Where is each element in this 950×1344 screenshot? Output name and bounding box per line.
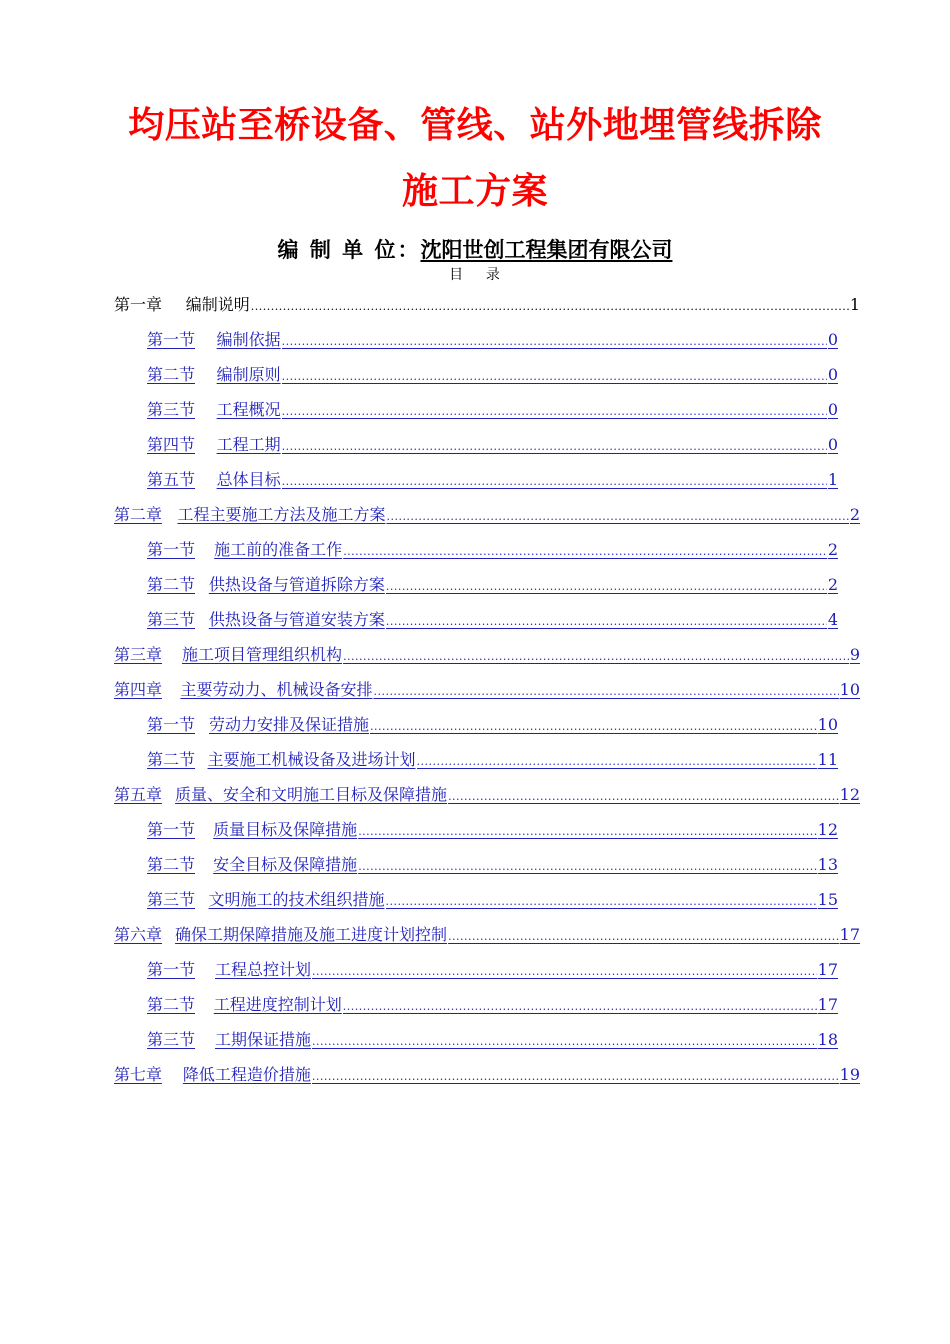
toc-entry-leader: [386, 575, 827, 599]
toc-entry-page: 17: [839, 925, 860, 944]
toc-chapter-entry: [114, 293, 860, 317]
toc-entry-number: 第五章: [114, 785, 163, 804]
toc-entry-page: 11: [817, 750, 838, 769]
toc-entry-number: 第一节: [147, 715, 196, 734]
toc-entry-page: 2: [827, 575, 838, 594]
toc-entry-leader: [417, 750, 817, 774]
toc-entry-page: 13: [817, 855, 838, 874]
toc-section-entry[interactable]: [147, 818, 838, 842]
toc-entry-number: 第二节: [147, 750, 196, 769]
toc-entry-leader: [282, 470, 827, 494]
toc-entry-leader: [343, 645, 849, 669]
toc-section-entry[interactable]: [147, 468, 838, 492]
toc-entry-title: 供热设备与管道安装方案: [208, 610, 385, 629]
toc-entry-title: 降低工程造价措施: [182, 1065, 311, 1084]
toc-chapter-entry[interactable]: [114, 503, 860, 527]
toc-entry-number: 第七章: [114, 1065, 163, 1084]
toc-entry-leader: [448, 785, 839, 809]
toc-entry-leader: [312, 1030, 817, 1054]
toc-entry-title: 文明施工的技术组织措施: [208, 890, 385, 909]
toc-entry-number: 第三节: [147, 890, 196, 909]
toc-entry-number: 第四章: [114, 680, 163, 699]
toc-entry-number: 第三章: [114, 645, 163, 664]
toc-entry-leader: [358, 855, 816, 879]
toc-entry-number: 第三节: [147, 1030, 196, 1049]
toc-section-entry[interactable]: [147, 853, 838, 877]
toc-entry-title: 编制依据: [216, 330, 281, 349]
toc-entry-number: 第二节: [147, 575, 196, 594]
toc-section-entry[interactable]: [147, 608, 838, 632]
toc-entry-title: 工程主要施工方法及施工方案: [177, 505, 386, 524]
toc-chapter-entry[interactable]: [114, 678, 860, 702]
toc-entry-title: 总体目标: [216, 470, 281, 489]
toc-entry-number: 第二节: [147, 855, 196, 874]
toc-entry-title: 供热设备与管道拆除方案: [208, 575, 385, 594]
toc-entry-title: 工程概况: [216, 400, 281, 419]
toc-section-entry[interactable]: [147, 888, 838, 912]
document-title-line-2: 施工方案: [401, 171, 548, 212]
toc-entry-leader: [358, 820, 816, 844]
toc-entry-page: 2: [827, 540, 838, 559]
toc-entry-title: 工程总控计划: [215, 960, 312, 979]
toc-entry-leader: [251, 295, 849, 319]
toc-entry-number: 第四节: [147, 435, 196, 454]
toc-entry-title: 主要劳动力、机械设备安排: [180, 680, 373, 699]
toc-entry-page: 15: [817, 890, 838, 909]
toc-entry-number: 第一节: [147, 540, 196, 559]
toc-entry-page: 9: [849, 645, 860, 664]
toc-entry-title: 编制说明: [185, 295, 250, 314]
toc-entry-leader: [386, 505, 848, 529]
toc-entry-leader: [343, 540, 827, 564]
toc-entry-page: 17: [817, 995, 838, 1014]
toc-entry-page: 0: [827, 435, 838, 454]
toc-entry-page: 1: [827, 470, 838, 489]
toc-entry-leader: [386, 890, 817, 914]
toc-entry-title: 工程进度控制计划: [213, 995, 342, 1014]
toc-entry-page: 4: [827, 610, 838, 629]
toc-section-entry[interactable]: [147, 958, 838, 982]
toc-entry-page: 19: [839, 1065, 860, 1084]
toc-heading: 目 录: [449, 267, 501, 283]
compiling-unit-name: 沈阳世创工程集团有限公司: [420, 238, 673, 262]
toc-entry-leader: [282, 435, 827, 459]
toc-entry-page: 0: [827, 400, 838, 419]
toc-entry-title: 施工前的准备工作: [214, 540, 343, 559]
toc-entry-page: 2: [849, 505, 860, 524]
toc-section-entry[interactable]: [147, 713, 838, 737]
toc-section-entry[interactable]: [147, 1028, 838, 1052]
toc-entry-leader: [370, 715, 817, 739]
toc-entry-leader: [312, 960, 817, 984]
toc-entry-title: 质量目标及保障措施: [213, 820, 358, 839]
toc-entry-page: 12: [839, 785, 860, 804]
toc-entry-page: 0: [827, 365, 838, 384]
toc-entry-page: 10: [839, 680, 860, 699]
toc-entry-page: 17: [817, 960, 838, 979]
toc-entry-leader: [282, 400, 827, 424]
toc-section-entry[interactable]: [147, 538, 838, 562]
toc-section-entry[interactable]: [147, 398, 838, 422]
toc-entry-number: 第三节: [147, 610, 196, 629]
toc-entry-title: 工期保证措施: [215, 1030, 312, 1049]
toc-section-entry[interactable]: [147, 748, 838, 772]
toc-section-entry[interactable]: [147, 573, 838, 597]
toc-entry-leader: [282, 330, 827, 354]
toc-section-entry[interactable]: [147, 363, 838, 387]
toc-chapter-entry[interactable]: [114, 1063, 860, 1087]
toc-entry-title: 施工项目管理组织机构: [182, 645, 343, 664]
toc-entry-leader: [373, 680, 838, 704]
toc-entry-title: 主要施工机械设备及进场计划: [207, 750, 416, 769]
toc-section-entry[interactable]: [147, 993, 838, 1017]
document-title-line-1: 均压站至桥设备、管线、站外地埋管线拆除: [128, 105, 822, 146]
toc-entry-title: 质量、安全和文明施工目标及保障措施: [175, 785, 448, 804]
toc-section-entry[interactable]: [147, 433, 838, 457]
toc-entry-leader: [448, 925, 839, 949]
toc-entry-number: 第一节: [147, 960, 196, 979]
toc-entry-leader: [282, 365, 827, 389]
toc-chapter-entry[interactable]: [114, 783, 860, 807]
toc-entry-page: 1: [849, 295, 860, 314]
toc-entry-title: 确保工期保障措施及施工进度计划控制: [175, 925, 448, 944]
compiling-unit-label: 编 制 单 位：: [277, 238, 421, 262]
toc-entry-title: 安全目标及保障措施: [213, 855, 358, 874]
toc-entry-title: 工程工期: [216, 435, 281, 454]
toc-entry-number: 第二章: [114, 505, 163, 524]
toc-entry-page: 10: [817, 715, 838, 734]
toc-chapter-entry[interactable]: [114, 923, 860, 947]
toc-entry-number: 第一节: [147, 330, 196, 349]
toc-section-entry[interactable]: [147, 328, 838, 352]
toc-entry-leader: [386, 610, 827, 634]
toc-entry-number: 第二节: [147, 995, 196, 1014]
toc-entry-number: 第一节: [147, 820, 196, 839]
compiling-unit: [0, 235, 950, 265]
toc-entry-leader: [312, 1065, 839, 1089]
toc-entry-number: 第三节: [147, 400, 196, 419]
toc-chapter-entry[interactable]: [114, 643, 860, 667]
toc-entry-title: 编制原则: [216, 365, 281, 384]
toc-entry-number: 第二节: [147, 365, 196, 384]
toc-entry-page: 18: [817, 1030, 838, 1049]
toc-entry-leader: [343, 995, 817, 1019]
toc-entry-page: 12: [817, 820, 838, 839]
toc-entry-number: 第一章: [114, 295, 163, 314]
toc-entry-title: 劳动力安排及保证措施: [208, 715, 369, 734]
toc-entry-number: 第五节: [147, 470, 196, 489]
toc-entry-number: 第六章: [114, 925, 163, 944]
toc-entry-page: 0: [827, 330, 838, 349]
